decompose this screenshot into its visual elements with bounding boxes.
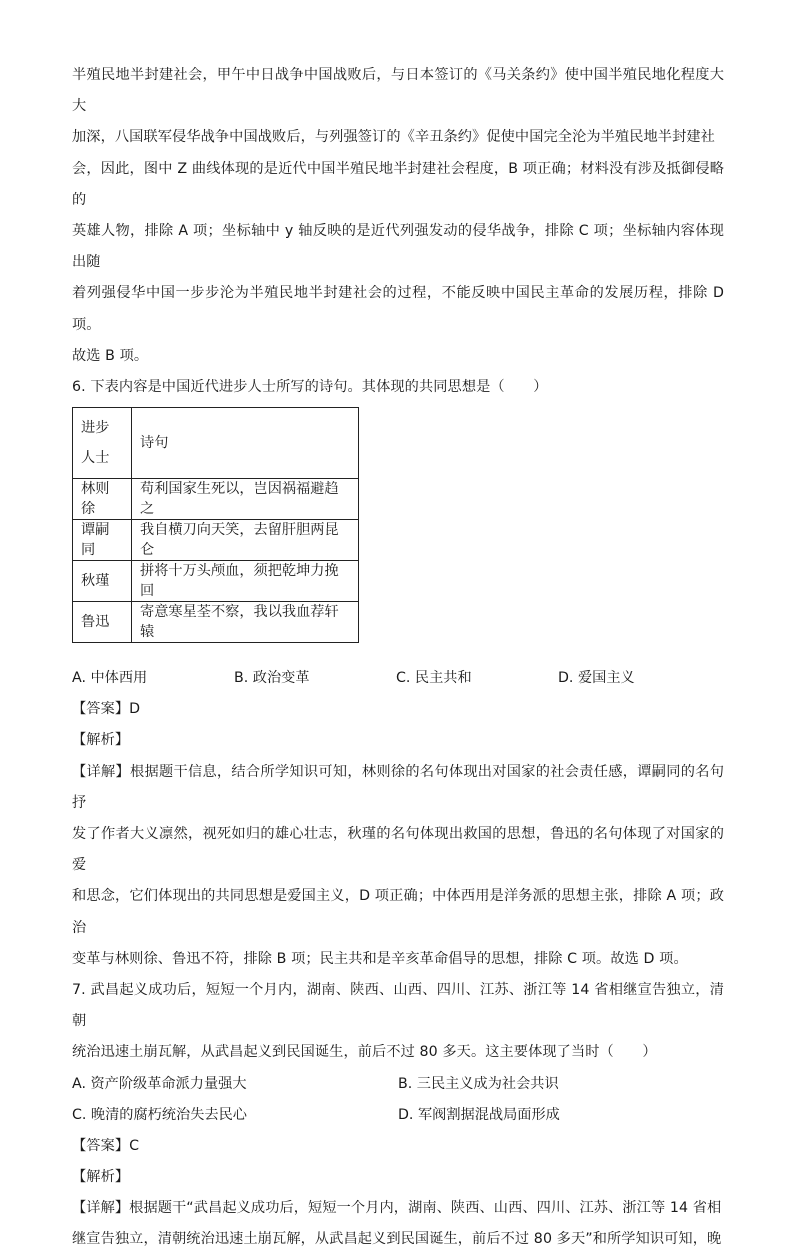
option-c: C. 民主共和 — [396, 670, 472, 687]
option-c: C. 晚清的腐朽统治失去民心 — [72, 1106, 247, 1123]
table-row — [73, 479, 359, 520]
table-header-row — [73, 408, 359, 479]
detail-line: 【详解】根据题干“武昌起义成功后，短短一个月内，湖南、陕西、山西、四川、江苏、浙江等 14 省相 — [72, 1200, 722, 1217]
analysis-label: 【解析】 — [72, 732, 130, 749]
header-text: 人士 — [81, 450, 110, 467]
answer-options-row — [72, 1100, 724, 1131]
text-line: 故选 B 项。 — [72, 347, 149, 364]
detail-line: 变革与林则徐、鲁迅不符，排除 B 项；民主共和是辛亥革命倡导的思想，排除 C 项。故选 D 项。 — [72, 950, 688, 967]
document-page — [72, 60, 724, 1255]
poem-cell: 寄意寒星荃不察，我以我血荐轩辕 — [132, 602, 359, 643]
person-cell: 谭嗣同 — [73, 520, 132, 561]
table-row — [73, 520, 359, 561]
header-text: 进步 — [81, 420, 110, 437]
question-stem: 6. 下表内容是中国近代进步人士所写的诗句。其体现的共同思想是（ ） — [72, 379, 548, 396]
detail-line: 【详解】根据题干信息，结合所学知识可知，林则徐的名句体现出对国家的社会责任感，谭嗣同的名句抒 — [72, 763, 724, 811]
answer-line: 【答案】D — [72, 701, 141, 718]
question-stem: 统治迅速土崩瓦解，从武昌起义到民国诞生，前后不过 80 多天。这主要体现了当时（ ） — [72, 1044, 657, 1061]
table-row — [73, 602, 359, 643]
person-cell: 秋瑾 — [73, 561, 132, 602]
person-cell: 鲁迅 — [73, 602, 132, 643]
poem-cell: 苟利国家生死以，岂因祸福避趋之 — [132, 479, 359, 520]
option-b: B. 三民主义成为社会共识 — [398, 1075, 559, 1092]
detail-line: 和思念，它们体现出的共同思想是爱国主义，D 项正确；中体西用是洋务派的思想主张，排除 A 项；政治 — [72, 888, 724, 936]
text-line: 半殖民地半封建社会，甲午中日战争中国战败后，与日本签订的《马关条约》使中国半殖民地化程度大大 — [72, 67, 724, 115]
analysis-label: 【解析】 — [72, 1168, 130, 1185]
text-line: 加深，八国联军侵华战争中国战败后，与列强签订的《辛丑条约》促使中国完全沦为半殖民地半封建社 — [72, 129, 715, 146]
header-cell-person — [73, 408, 132, 479]
poems-table — [72, 407, 359, 643]
question-6 — [72, 372, 724, 975]
option-d: D. 爱国主义 — [558, 670, 635, 687]
text-line: 英雄人物，排除 A 项；坐标轴中 y 轴反映的是近代列强发动的侵华战争，排除 C 项；坐标轴内容体现出随 — [72, 223, 724, 271]
detail-line: 发了作者大义凛然，视死如归的雄心壮志，秋瑾的名句体现出救国的思想，鲁迅的名句体现了对国家的爱 — [72, 826, 724, 874]
option-a: A. 中体西用 — [72, 670, 148, 687]
answer-options — [72, 663, 724, 694]
person-cell: 林则徐 — [73, 479, 132, 520]
question-7 — [72, 975, 724, 1255]
option-a: A. 资产阶级革命派力量强大 — [72, 1075, 247, 1092]
poem-cell: 我自横刀向天笑，去留肝胆两昆仑 — [132, 520, 359, 561]
table-row — [73, 561, 359, 602]
answer-line: 【答案】C — [72, 1137, 140, 1154]
option-b: B. 政治变革 — [234, 670, 310, 687]
detail-line: 继宣告独立，清朝统治迅速土崩瓦解，从武昌起义到民国诞生，前后不过 80 多天”和所学知识可知，晚 — [72, 1231, 722, 1248]
answer-options-row — [72, 1069, 724, 1100]
question-stem: 7. 武昌起义成功后，短短一个月内，湖南、陕西、山西、四川、江苏、浙江等 14 省相继宣告独立，清朝 — [72, 982, 724, 1030]
previous-answer-explanation — [72, 60, 724, 372]
header-cell-poem: 诗句 — [132, 408, 359, 479]
poem-cell: 拼将十万头颅血，须把乾坤力挽回 — [132, 561, 359, 602]
text-line: 着列强侵华中国一步步沦为半殖民地半封建社会的过程，不能反映中国民主革命的发展历程，排除 D 项。 — [72, 285, 724, 333]
text-line: 会，因此，图中 Z 曲线体现的是近代中国半殖民地半封建社会程度，B 项正确；材料没有涉及抵御侵略的 — [72, 160, 724, 208]
option-d: D. 军阀割据混战局面形成 — [398, 1106, 560, 1123]
